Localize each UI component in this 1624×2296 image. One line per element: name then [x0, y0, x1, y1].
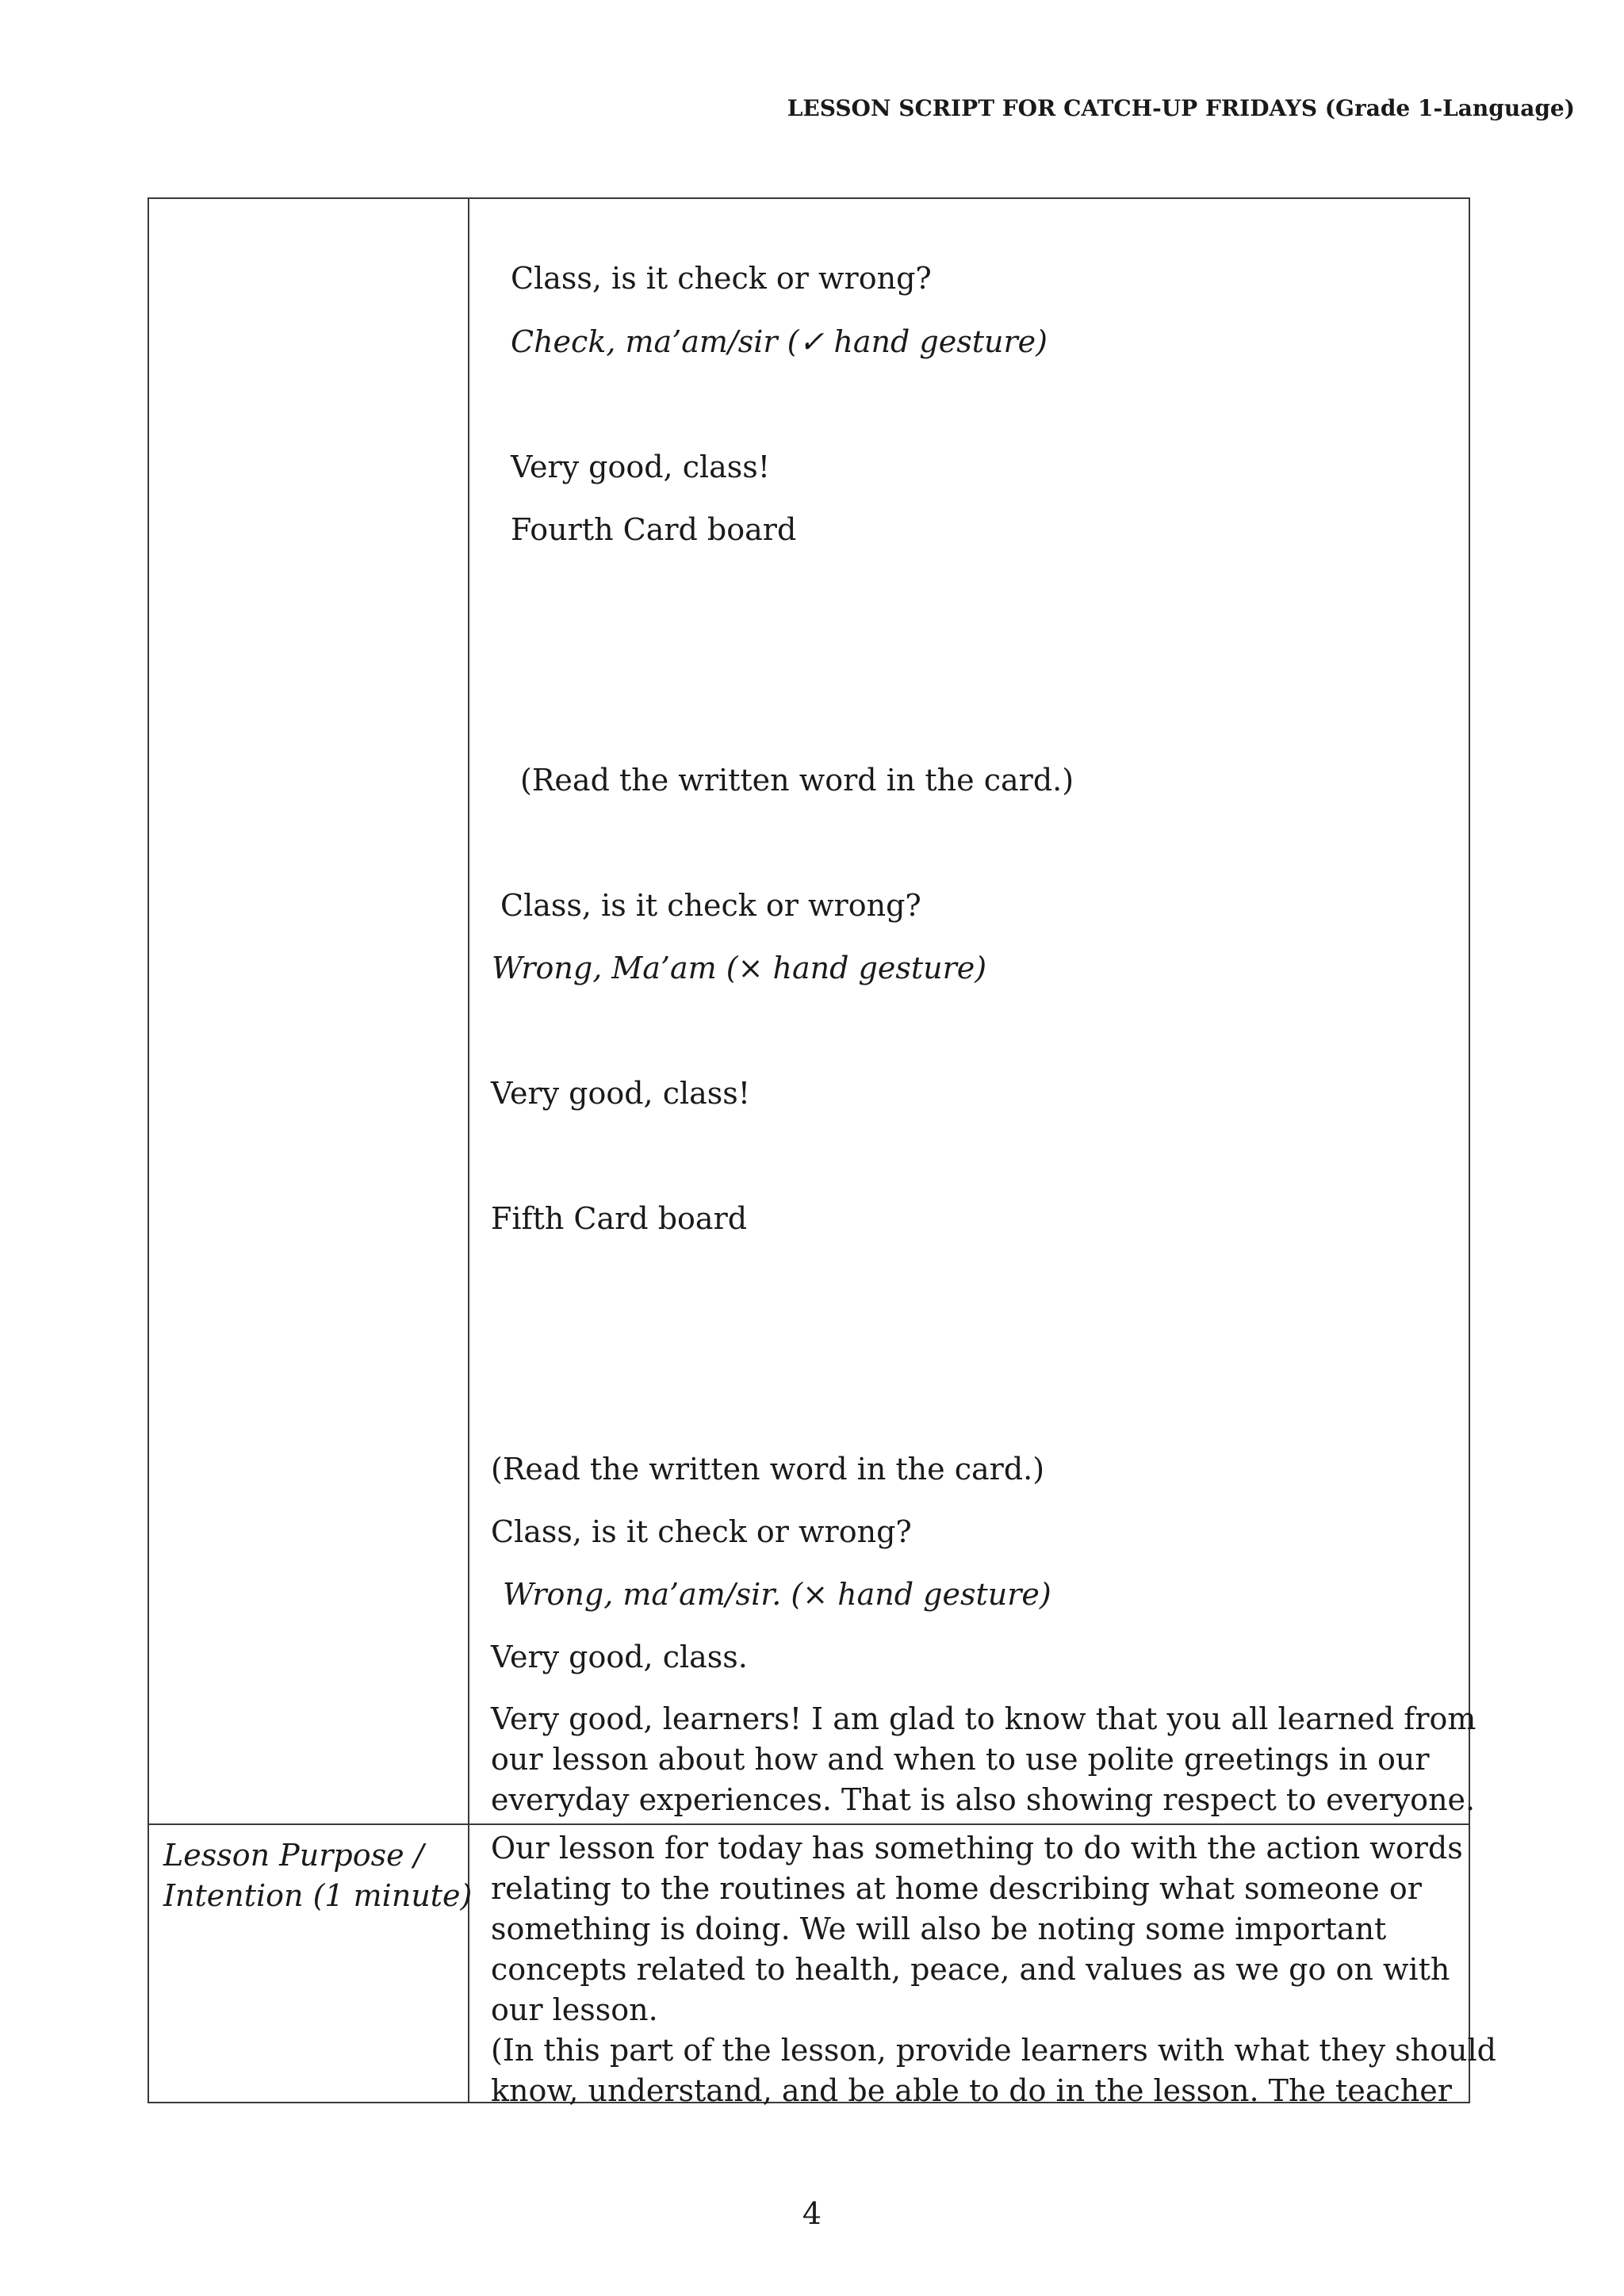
script-line: (Read the written word in the card.): [520, 763, 1074, 798]
table-row-divider: [147, 1823, 1470, 1825]
paragraph-line: know, understand, and be able to do in the lesson. The teacher: [491, 2073, 1452, 2108]
paragraph-line: our lesson.: [491, 1992, 658, 2027]
script-line: Class, is it check or wrong?: [511, 261, 932, 296]
paragraph-line: something is doing. We will also be noting some important: [491, 1911, 1387, 1946]
table-column-divider: [468, 197, 469, 2103]
label-line: Lesson Purpose /: [163, 1838, 424, 1873]
script-line: Very good, class!: [491, 1076, 751, 1111]
card-board-label: Fourth Card board: [511, 512, 797, 547]
paragraph-line: relating to the routines at home describing what someone or: [491, 1871, 1422, 1906]
script-line: (Read the written word in the card.): [491, 1452, 1045, 1487]
script-line: Class, is it check or wrong?: [491, 1514, 912, 1549]
expected-answer-line: Wrong, ma’am/sir. (× hand gesture): [503, 1577, 1051, 1612]
page-number: 4: [802, 2196, 822, 2231]
expected-answer-line: Wrong, Ma’am (× hand gesture): [492, 951, 987, 985]
document-header-title: LESSON SCRIPT FOR CATCH-UP FRIDAYS (Grade 1-Language): [787, 95, 1575, 121]
script-line: Very good, class!: [511, 450, 771, 484]
card-board-label: Fifth Card board: [491, 1201, 748, 1236]
paragraph-line: everyday experiences. That is also showing respect to everyone.: [491, 1782, 1476, 1817]
closing-paragraph: [491, 1699, 1476, 1820]
script-line: Class, is it check or wrong?: [500, 888, 921, 923]
paragraph-line: concepts related to health, peace, and values as we go on with: [491, 1952, 1450, 1987]
paragraph-line: Our lesson for today has something to do with the action words: [491, 1831, 1463, 1866]
paragraph-line: (In this part of the lesson, provide learners with what they should: [491, 2033, 1496, 2068]
paragraph-line: our lesson about how and when to use polite greetings in our: [491, 1742, 1430, 1777]
lesson-purpose-label: [163, 1835, 472, 1916]
expected-answer-line: Check, ma’am/sir (✓ hand gesture): [511, 324, 1048, 359]
label-line: Intention (1 minute): [163, 1878, 473, 1913]
paragraph-line: Very good, learners! I am glad to know that you all learned from: [491, 1701, 1477, 1736]
lesson-purpose-content: [491, 1828, 1496, 2111]
script-line: Very good, class.: [491, 1640, 748, 1674]
